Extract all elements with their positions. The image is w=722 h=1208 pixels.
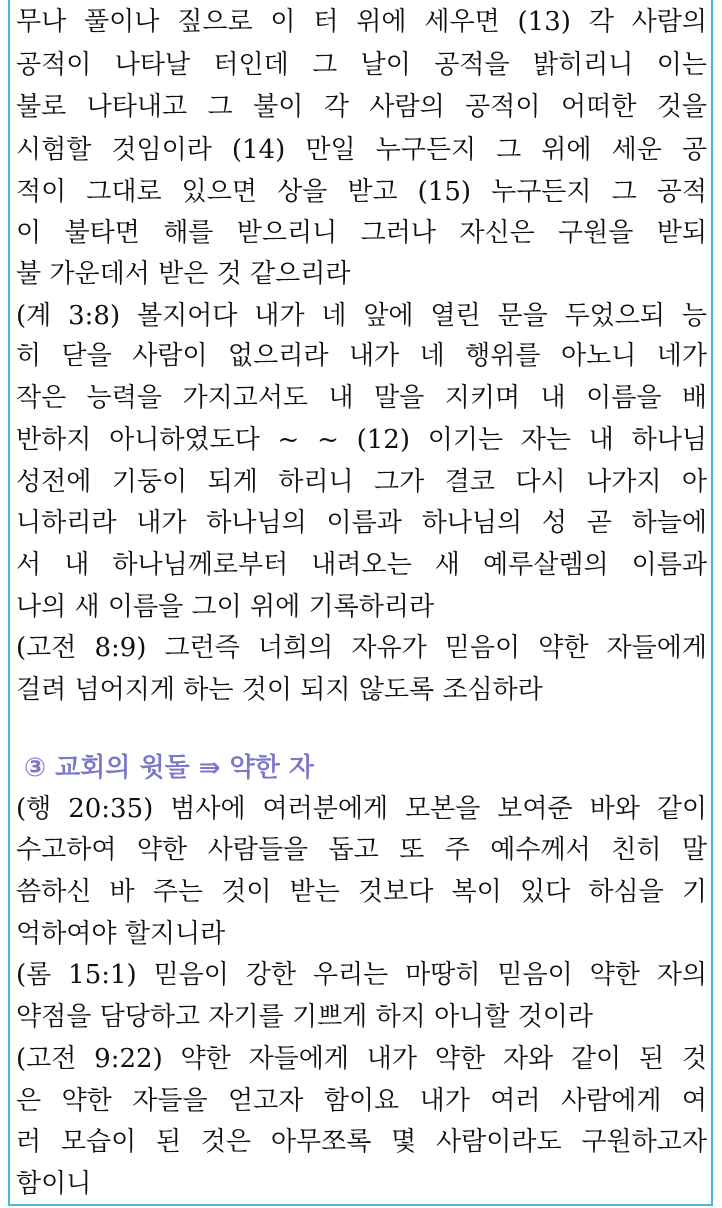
section-heading: ③ 교회의 윗돌 ⇛ 약한 자: [24, 753, 314, 783]
text-line: 시험할 것임이라 (14) 만일 누구든지 그 위에 세운 공: [16, 135, 707, 165]
text-line: 공적이 나타날 터인데 그 날이 공적을 밝히리니 이는: [16, 50, 707, 80]
text-line: 서 내 하나님께로부터 내려오는 새 예루살렘의 이름과: [16, 550, 707, 580]
text-line: 약점을 담당하고 자기를 기쁘게 하지 아니할 것이라: [16, 1002, 594, 1032]
text-line: 수고하여 약한 사람들을 돕고 또 주 예수께서 친히 말: [16, 835, 707, 865]
verse-reference-line: (롬 15:1) 믿음이 강한 우리는 마땅히 믿음이 약한 자의: [16, 960, 707, 990]
text-line: 니하리라 내가 하나님의 이름과 하나님의 성 곧 하늘에: [16, 508, 707, 538]
verse-reference-line: (계 3:8) 볼지어다 내가 네 앞에 열린 문을 두었으되 능: [16, 301, 707, 331]
document-page: [8, 0, 713, 1206]
text-line: 불로 나타내고 그 불이 각 사람의 공적이 어떠한 것을: [16, 92, 707, 122]
text-line: 씀하신 바 주는 것이 받는 것보다 복이 있다 하심을 기: [16, 877, 707, 907]
verse-reference-line: (행 20:35) 범사에 여러분에게 모본을 보여준 바와 같이: [16, 794, 707, 824]
text-line: 걸려 넘어지게 하는 것이 되지 않도록 조심하라: [16, 675, 543, 705]
text-line: 함이니: [16, 1169, 92, 1199]
text-line: 작은 능력을 가지고서도 내 말을 지키며 내 이름을 배: [16, 383, 707, 413]
text-line: 불 가운데서 받은 것 같으리라: [16, 259, 351, 289]
text-line: 무나 풀이나 짚으로 이 터 위에 세우면 (13) 각 사람의: [16, 7, 707, 37]
text-line: 성전에 기둥이 되게 하리니 그가 결코 다시 나가지 아: [16, 467, 707, 497]
text-line: 나의 새 이름을 그이 위에 기록하리라: [16, 592, 435, 622]
verse-reference-line: (고전 9:22) 약한 자들에게 내가 약한 자와 같이 된 것: [16, 1044, 707, 1074]
text-line: 적이 그대로 있으면 상을 받고 (15) 누구든지 그 공적: [16, 177, 707, 207]
text-line: 히 닫을 사람이 없으리라 내가 네 행위를 아노니 네가: [16, 341, 707, 371]
verse-reference-line: (고전 8:9) 그런즉 너희의 자유가 믿음이 약한 자들에게: [16, 633, 707, 663]
text-line: 억하여야 할지니라: [16, 919, 226, 949]
text-line: 러 모습이 된 것은 아무쪼록 몇 사람이라도 구원하고자: [16, 1127, 707, 1157]
text-line: 반하지 아니하였도다 ~ ~ (12) 이기는 자는 내 하나님: [16, 425, 707, 455]
text-line: 은 약한 자들을 얻고자 함이요 내가 여러 사람에게 여: [16, 1086, 707, 1116]
text-line: 이 불타면 해를 받으리니 그러나 자신은 구원을 받되: [16, 218, 707, 248]
